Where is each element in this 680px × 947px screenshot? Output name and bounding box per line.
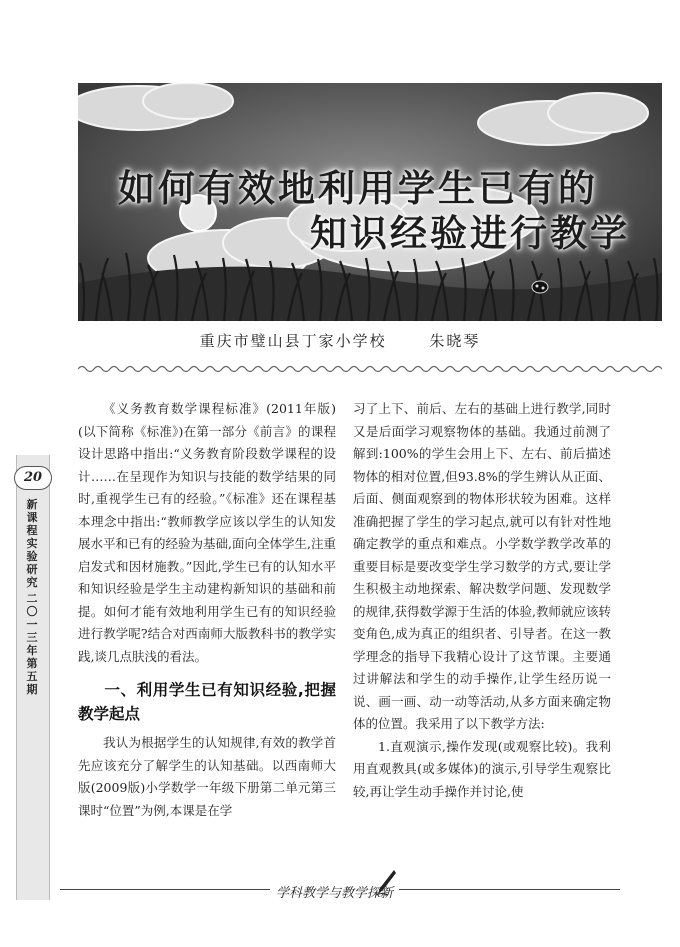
section-heading: 一、利用学生已有知识经验,把握教学起点 [78,681,336,723]
title-banner [78,83,662,321]
footer-column-name: 学科教学与教学探新 [270,882,399,901]
article-title-line1: 如何有效地利用学生已有的 [118,166,598,210]
journal-name: 新课程实验研究 [26,498,38,589]
paragraph: 我认为根据学生的认知规律,有效的教学首先应该充分了解学生的认知基础。以西南师大版(2009版)小学数学一年级下册第二单元第三课时“位置”为例,本课是在学 [78,735,336,818]
paragraph: 《义务教育数学课程标准》(2011年版)(以下简称《标准》)在第一部分《前言》的课程设计思路中指出:“义务教育阶段数学课程的设计……在呈现作为知识与技能的数学结果的同时,重视学生已有的经验。”《标准》还在课程基本理念中指出:“教师教学应该以学生的认知发展水平和已有的经验为基础,面向全体学生,注重启发式和因材施教。”因此,学生已有的认知水平和知识经验是学生主动建构新知识的基础和前提。如何才能有效地利用学生已有的知识经验进行教学呢?结合对西南师大版教科书的教学实践,谈几点肤浅的看法。 [78,401,336,664]
paragraph: 习了上下、前后、左右的基础上进行教学,同时又是后面学习观察物体的基础。我通过前测了解到:100%的学生会用上下、左右、前后描述物体的相对位置,但93.8%的学生辨认从正面、后面、侧面观察到的物体形状较为困难。这样准确把握了学生的学习起点,就可以有针对性地确定教学的重点和难点。小学数学教学改革的重要目标是要改变学生学习数学的方式,要让学生积极主动地探索、解决数学问题、发现数学的规律,获得数学源于生活的体验,教师就应该转变角色,成为真正的组织者、引导者。在这一教学理念的指导下我精心设计了这节课。主要通过讲解法和学生的动手操作,让学生经历说一说、画一画、动一动等活动,从多方面来确定物体的位置。我采用了以下教学方法: [353,401,611,731]
affiliation: 重庆市璧山县丁家小学校 [199,332,387,350]
ornament-divider [78,364,662,374]
ladybug-icon [532,281,548,293]
issue-info: 二〇一三年第五期 [26,592,38,696]
byline [0,330,680,351]
pen-icon [372,868,398,896]
page-number: 20 [14,466,52,490]
author-name: 朱晓琴 [429,332,481,350]
article-title-line2: 知识经验进行教学 [310,211,630,255]
left-column [78,398,336,822]
paragraph: 1.直观演示,操作发现(或观察比较)。我利用直观教具(或多媒体)的演示,引导学生观察比较,再让学生动手操作并讨论,使 [353,738,611,799]
right-column [353,398,611,803]
